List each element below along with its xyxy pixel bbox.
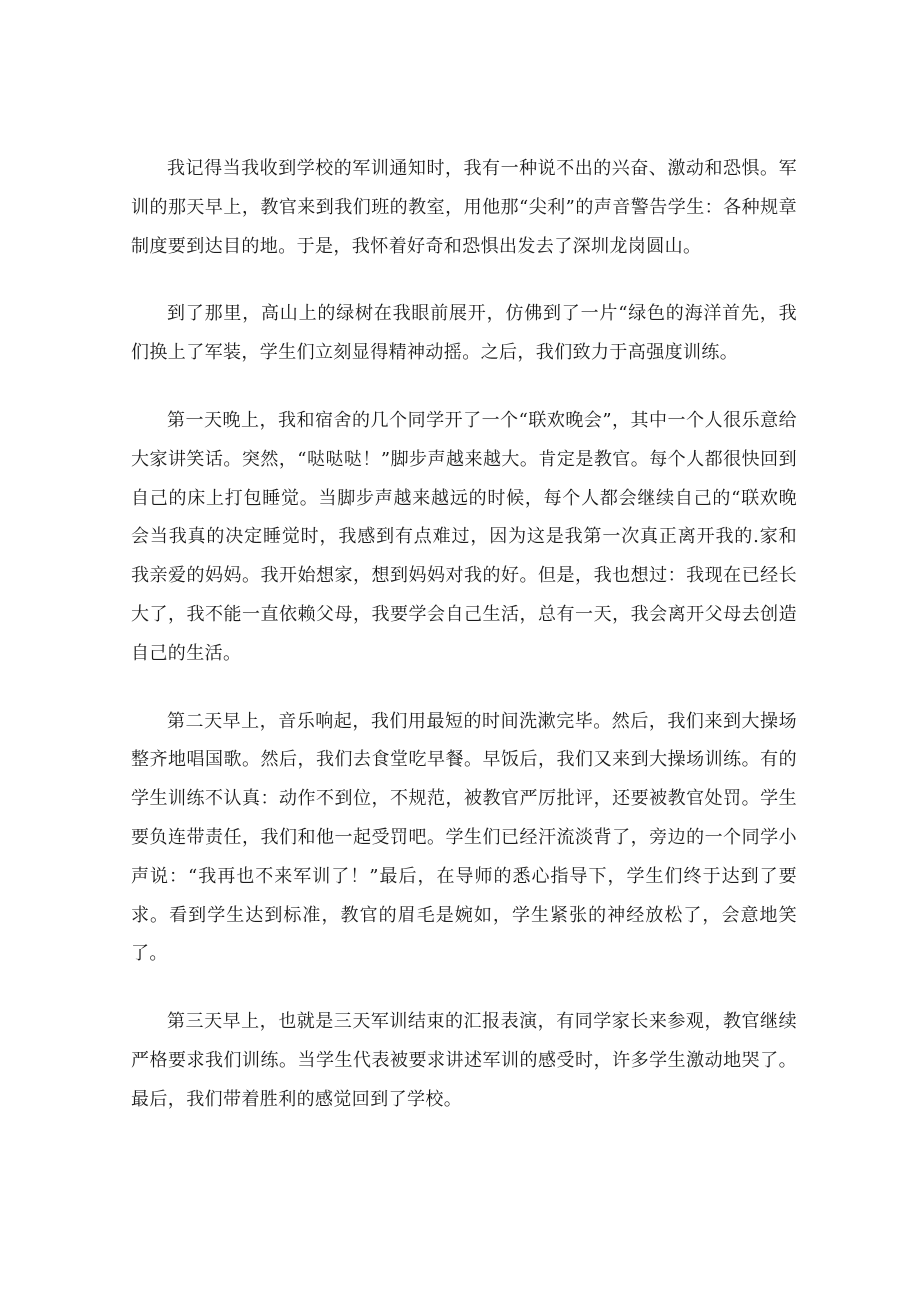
paragraph-5: 第三天早上，也就是三天军训结束的汇报表演，有同学家长来参观，教官继续严格要求我们训练。当学生代表被要求讲述军训的感受时，许多学生激动地哭了。最后，我们带着胜利的感觉回到了学校。 <box>131 1011 797 1110</box>
essay-body <box>131 150 797 1120</box>
paragraph-3: 第一天晚上，我和宿舍的几个同学开了一个“联欢晚会”，其中一个人很乐意给大家讲笑话。突然，“哒哒哒！”脚步声越来越大。肯定是教官。每个人都很快回到自己的床上打包睡觉。当脚步声越来越远的时候，每个人都会继续自己的“联欢晚会当我真的决定睡觉时，我感到有点难过，因为这是我第一次真正离开我的.家和我亲爱的妈妈。我开始想家，想到妈妈对我的好。但是，我也想过：我现在已经长大了，我不能一直依赖父母，我要学会自己生活，总有一天，我会离开父母去创造自己的生活。 <box>131 409 797 664</box>
paragraph-2: 到了那里，高山上的绿树在我眼前展开，仿佛到了一片“绿色的海洋首先，我们换上了军装，学生们立刻显得精神动摇。之后，我们致力于高强度训练。 <box>131 303 797 364</box>
paragraph-4: 第二天早上，音乐响起，我们用最短的时间洗漱完毕。然后，我们来到大操场整齐地唱国歌。然后，我们去食堂吃早餐。早饭后，我们又来到大操场训练。有的学生训练不认真：动作不到位，不规范，被教官严厉批评，还要被教官处罚。学生要负连带责任，我们和他一起受罚吧。学生们已经汗流淡背了，旁边的一个同学小声说：“我再也不来军训了！”最后，在导师的悉心指导下，学生们终于达到了要求。看到学生达到标准，教官的眉毛是婉如，学生紧张的神经放松了，会意地笑了。 <box>131 710 797 965</box>
paragraph-1: 我记得当我收到学校的军训通知时，我有一种说不出的兴奋、激动和恐惧。军训的那天早上，教官来到我们班的教室，用他那“尖利”的声音警告学生：各种规章制度要到达目的地。于是，我怀着好奇和恐惧出发去了深圳龙岗圆山。 <box>131 158 797 257</box>
